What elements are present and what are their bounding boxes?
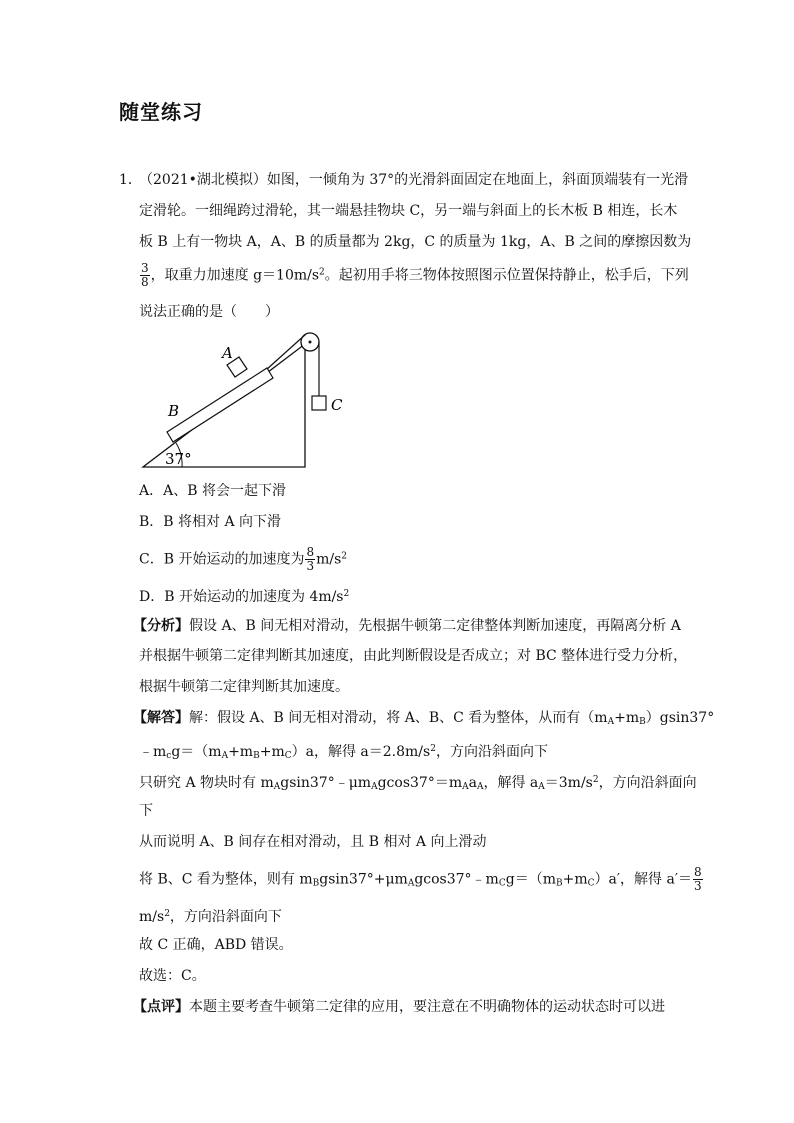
label-c: C [331,396,343,414]
solution-fraction: $\frac{8}{3}$ [694,865,702,893]
question-stem-line: 定滑轮。一细绳跨过滑轮，其一端悬挂物块 C，另一端与斜面上的长木板 B 相连，长木 [139,203,678,219]
question-stem-line: $\frac{3}{8}$ ，取重力加速度 $g=10m/s^2$。起初用手将三物体按照图示位置保持静止，松手后，下列 [141,261,689,289]
option-d: D．B 开始运动的加速度为 $4m/s^2$ [139,589,350,605]
question-stem-line: （2021•湖北模拟）如图，一倾角为 37°的光滑斜面固定在地面上，斜面顶端装有一光滑 [139,172,689,188]
option-b: B．B 将相对 A 向下滑 [139,514,282,530]
analysis-line: 【分析】假设 A、B 间无相对滑动，先根据牛顿第二定律整体判断加速度，再隔离分析 A [133,618,681,634]
analysis-line: 根据牛顿第二定律判断其加速度。 [139,679,349,695]
pulley-axle [309,341,312,344]
label-a: A [222,344,233,362]
solution-line: 从而说明 A、B 间存在相对滑动，且 B 相对 A 向上滑动 [139,834,487,850]
comment-tag: 【点评】 [133,999,189,1015]
solution-line: 下 [139,803,153,819]
block-c [312,396,326,410]
solution-tag: 【解答】 [133,710,189,726]
analysis-tag: 【分析】 [133,618,189,634]
incline-pulley-figure [140,328,355,473]
question-stem-line: 板 B 上有一物块 A，A、B 的质量都为 2kg，C 的质量为 1kg，A、B 之间的摩擦因数为 [139,234,692,250]
option-c-fraction: $\frac{8}{3}$ [306,545,315,573]
angle-label: 37° [165,450,192,468]
label-b: B [168,402,180,420]
page-title: 随堂练习 [119,100,203,124]
solution-line: 【解答】解：假设 A、B 间无相对滑动，将 A、B、C 看为整体，从而有$(m_A+m_B)gsin37^\circ$ [133,710,715,727]
solution-line: 只研究 A 物块时有 $m_Agsin37^\circ﹣\mu m_Agcos37^\circ=m_Aa_A$，解得 $a_A=3m/s^2$，方向沿斜面向 [139,775,697,792]
question-number: 1． [119,172,142,188]
solution-line: $﹣m_cg=(m_A+m_B+m_C)a$，解得 $a=2.8m/s^2$，方向沿斜面向下 [139,744,548,761]
question-stem-line: 说法正确的是（ ） [139,304,279,320]
friction-coefficient-fraction: $\frac{3}{8}$ [141,261,149,289]
solution-line: $m/s^2$，方向沿斜面向下 [139,909,282,925]
solution-line: 故选：C。 [139,968,206,984]
rope-incline [266,334,306,370]
comment-line: 【点评】本题主要考查牛顿第二定律的应用，要注意在不明确物体的运动状态时可以进 [133,999,665,1015]
board-b [167,368,273,442]
analysis-line: 并根据牛顿第二定律判断其加速度，由此判断假设是否成立；对 BC 整体进行受力分析， [139,648,688,664]
option-a: A．A、B 将会一起下滑 [139,483,286,499]
option-c: C．B 开始运动的加速度为 $\frac{8}{3}$ $m/s^2$ [139,545,348,573]
solution-line: 将 B、C 看为整体，则有 $m_Bgsin37^\circ+\mu m_Agcos37^\circ﹣m_Cg=(m_B+m_C)a'$，解得 a′＝ $\frac{8}{3}$ [139,865,702,893]
solution-line: 故 C 正确，ABD 错误。 [139,937,293,953]
